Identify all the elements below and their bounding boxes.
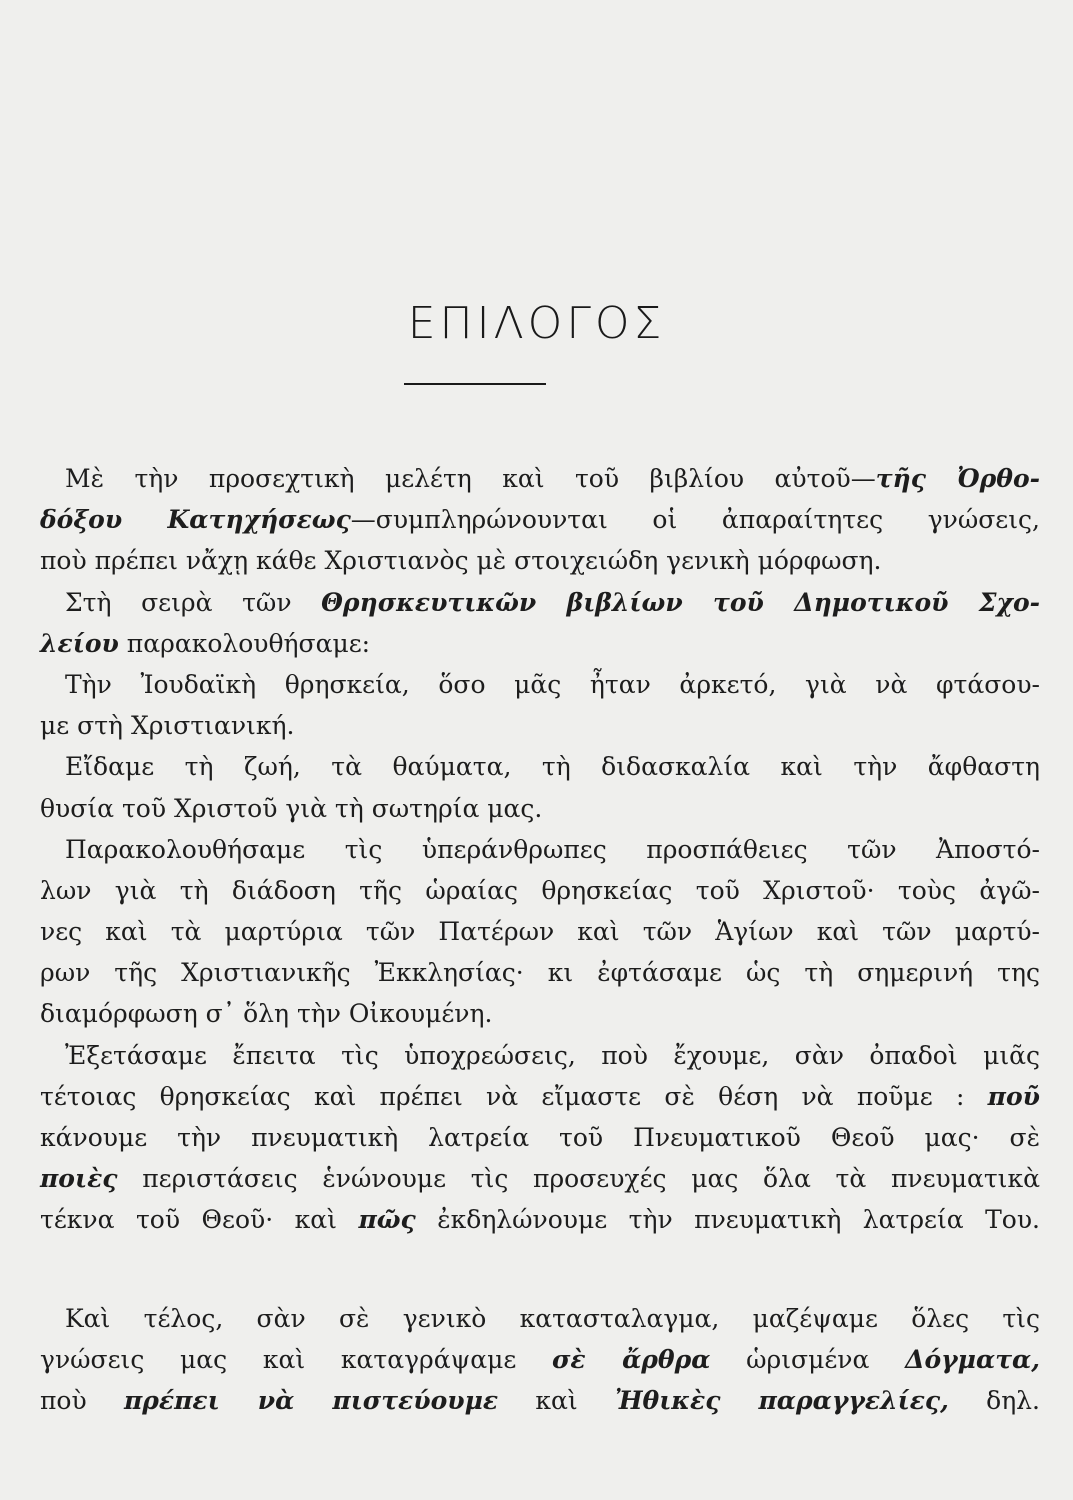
- text-run: ἐκδηλώνουμε τὴν πνευματικὴ λατρεία Του.: [415, 1205, 1041, 1235]
- text-run: τέκνα τοῦ Θεοῦ· καὶ: [40, 1205, 359, 1235]
- emphasis-text: πρέπει νὰ πιστεύουμε: [123, 1386, 499, 1416]
- emphasis-text: Ἠθικὲς παραγγελίες,: [615, 1386, 949, 1416]
- body-text: [40, 458, 1040, 1241]
- paragraph-line: Τὴν Ἰουδαϊκὴ θρησκεία, ὅσο μᾶς ἦταν ἀρκετό, γιὰ νὰ φτάσου-: [65, 669, 1040, 699]
- paragraph-line: Καὶ τέλος, σὰν σὲ γενικὸ κατασταλαγμα, μαζέψαμε ὅλες τὶς: [65, 1304, 1040, 1333]
- emphasis-text: τῆς Ὀρθο-: [875, 464, 1040, 493]
- emphasis-text: ποιὲς: [40, 1164, 118, 1194]
- text-run: δηλ.: [948, 1386, 1040, 1416]
- paragraph-line: νες καὶ τὰ μαρτύρια τῶν Πατέρων καὶ τῶν Ἁγίων καὶ τῶν μαρτύ-: [40, 917, 1040, 947]
- text-run: —συμπληρώνουνται οἱ ἀπαραίτητες γνώσεις,: [350, 505, 1040, 535]
- text-run: καὶ: [498, 1386, 616, 1416]
- title-underline: [404, 383, 546, 385]
- text-run: γνώσεις μας καὶ καταγράψαμε: [40, 1345, 552, 1375]
- paragraph-line: με στὴ Χριστιανική.: [40, 711, 295, 741]
- paragraph-line: θυσία τοῦ Χριστοῦ γιὰ τὴ σωτηρία μας.: [40, 793, 543, 823]
- paragraph-line: ποὺ πρέπει νἄχῃ κάθε Χριστιανὸς μὲ στοιχειώδη γενικὴ μόρφωση.: [40, 546, 882, 576]
- paragraph-line: Παρακολουθήσαμε τὶς ὑπεράνθρωπες προσπάθειες τῶν Ἀποστό-: [65, 834, 1040, 864]
- page-title: ΕΠΙΛΟΓΟΣ: [407, 298, 666, 349]
- paragraph-line: [40, 499, 1040, 540]
- paragraph-line: [40, 1158, 1040, 1199]
- paragraph-line: [40, 623, 1040, 664]
- paragraph-line: ρων τῆς Χριστιανικῆς Ἐκκλησίας· κι ἐφτάσαμε ὡς τὴ σημερινή της: [40, 958, 1040, 988]
- paragraph-line: Εἴδαμε τὴ ζωή, τὰ θαύματα, τὴ διδασκαλία καὶ τὴν ἄφθαστη: [65, 752, 1040, 782]
- emphasis-text: λείου: [40, 628, 119, 658]
- body-text-final: [40, 1298, 1040, 1422]
- emphasis-text: Δόγματα,: [905, 1345, 1040, 1375]
- paragraph-line: λων γιὰ τὴ διάδοση τῆς ὡραίας θρησκείας τοῦ Χριστοῦ· τοὺς ἀγῶ-: [40, 875, 1040, 905]
- paragraph-line: διαμόρφωση σ᾿ ὅλη τὴν Οἰκουμένη.: [40, 999, 493, 1029]
- paragraph-line: [40, 1380, 1040, 1421]
- paragraph-line: [40, 582, 1040, 623]
- text-run: ὡρισμένα: [710, 1345, 906, 1375]
- paragraph-line: [40, 1199, 1040, 1240]
- paragraph-line: [40, 458, 1040, 499]
- paragraph-line: κάνουμε τὴν πνευματικὴ λατρεία τοῦ Πνευματικοῦ Θεοῦ μας· σὲ: [40, 1123, 1040, 1152]
- text-run: τέτοιας θρησκείας καὶ πρέπει νὰ εἴμαστε σὲ θέση νὰ ποῦμε :: [40, 1081, 988, 1111]
- text-run: ποὺ: [40, 1386, 124, 1416]
- text-run: παρακολουθήσαμε:: [118, 628, 371, 658]
- emphasis-text: δόξου Κατηχήσεως: [40, 505, 351, 535]
- text-run: Μὲ τὴν προσεχτικὴ μελέτη καὶ τοῦ βιβλίου αὐτοῦ—: [65, 464, 876, 493]
- paragraph-line: [40, 1339, 1040, 1380]
- paragraph-line: [40, 1076, 1040, 1117]
- paragraph-line: Ἐξετάσαμε ἔπειτα τὶς ὑποχρεώσεις, ποὺ ἔχουμε, σὰν ὀπαδοὶ μιᾶς: [65, 1040, 1040, 1070]
- emphasis-text: σὲ ἄρθρα: [551, 1345, 711, 1375]
- text-run: Στὴ σειρὰ τῶν: [65, 587, 322, 617]
- emphasis-text: ποῦ: [987, 1081, 1040, 1111]
- emphasis-text: πῶς: [358, 1205, 416, 1235]
- text-run: περιστάσεις ἑνώνουμε τὶς προσευχές μας ὅλα τὰ πνευματικὰ: [117, 1164, 1040, 1194]
- emphasis-text: Θρησκευτικῶν βιβλίων τοῦ Δημοτικοῦ Σχο-: [321, 587, 1040, 617]
